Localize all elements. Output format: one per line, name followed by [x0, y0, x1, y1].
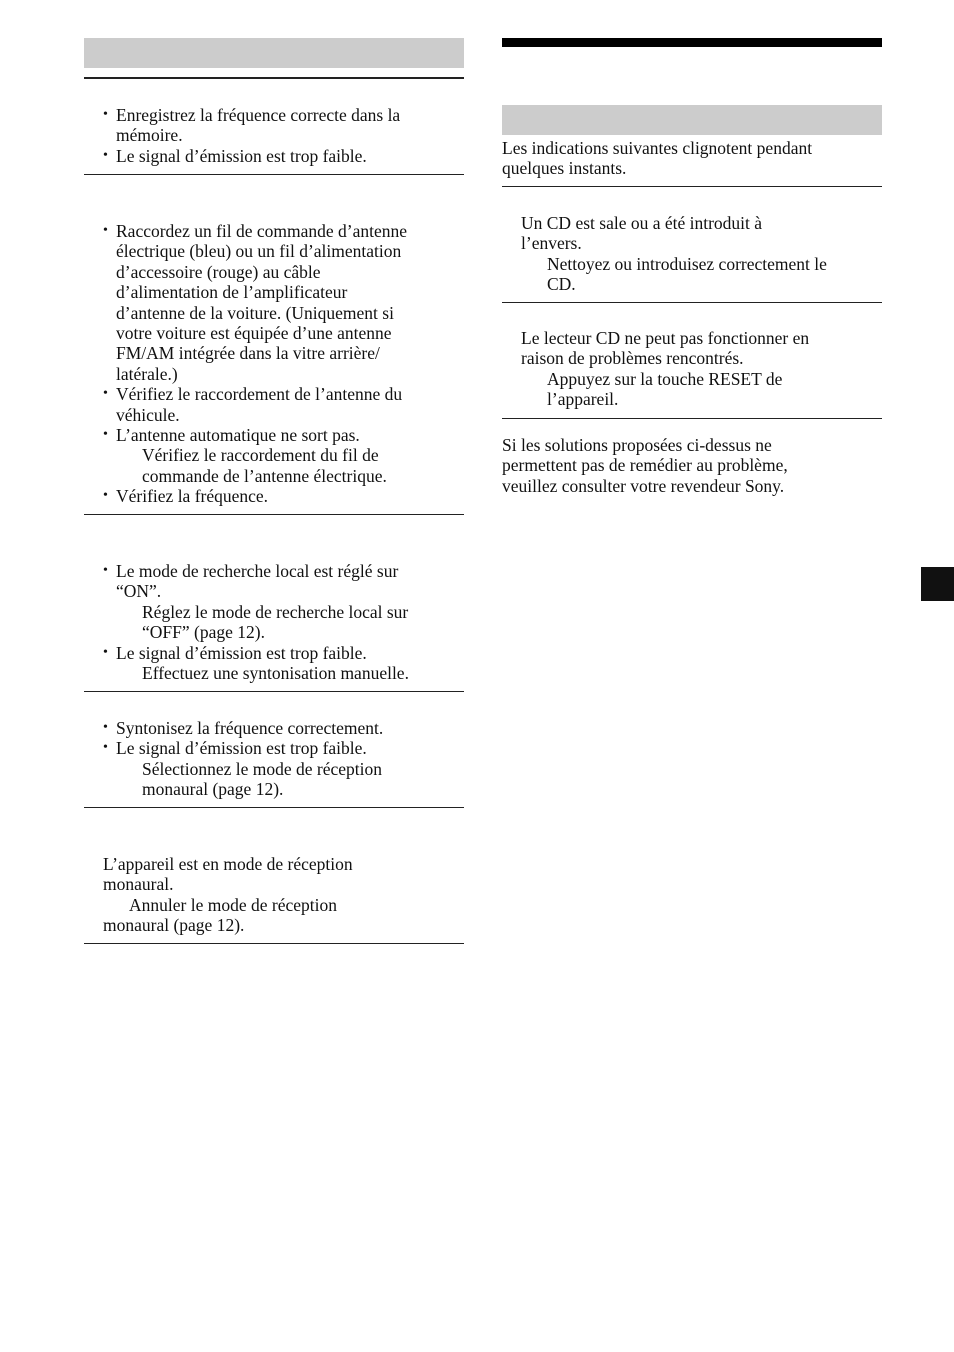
remedy-text: Réglez le mode de recherche local sur “OFF” (page 12). [142, 601, 409, 643]
divider [84, 943, 464, 944]
divider [84, 514, 464, 515]
right-error-1 [521, 213, 881, 295]
remedy-text: Annuler le mode de réception [129, 894, 337, 915]
right-error-2 [521, 328, 881, 410]
right-title-bar [502, 38, 882, 47]
left-heading-bar [84, 38, 464, 68]
list-item: • L’antenne automatique ne sort pas. [103, 425, 463, 445]
list-item: • Syntonisez la fréquence correctement. [103, 718, 463, 738]
intro-text: Les indications suivantes clignotent pendant quelques instants. [502, 138, 813, 179]
list-item: • Le signal d’émission est trop faible. [103, 146, 463, 166]
closing-text: Si les solutions proposées ci-dessus ne permettent pas de remédier au problème, veuillez consulter votre revendeur Sony. [502, 435, 788, 496]
list-item: • Raccordez un fil de commande d’antenne électrique (bleu) ou un fil d’alimentation d’accessoire (rouge) au câble d’alimentation de l’amplificateur d’antenne de la voiture. (Uniquement si votre voiture est équipée d’une antenne FM/AM intégrée dans la vitre arrière/ latérale.) [103, 221, 463, 384]
list-item: • Le signal d’émission est trop faible. [103, 643, 463, 663]
left-heading-rule [84, 77, 464, 79]
remedy-text: Appuyez sur la touche RESET de l’appareil. [547, 368, 783, 410]
remedy-text: Vérifiez le raccordement du fil de commande de l’antenne électrique. [142, 445, 387, 486]
divider [502, 186, 882, 187]
list-item: • Vérifiez la fréquence. [103, 486, 463, 506]
remedy-text: Sélectionnez le mode de réception monaural (page 12). [142, 758, 383, 800]
remedy-text-cont: monaural (page 12). [103, 915, 245, 936]
cause-text: L’appareil est en mode de réception monaural. [103, 854, 353, 895]
divider [84, 174, 464, 175]
left-section-1 [103, 105, 463, 166]
divider [502, 418, 882, 419]
left-section-5 [103, 854, 463, 936]
page-side-tab [921, 567, 954, 601]
left-section-2 [103, 221, 463, 507]
right-heading-bar [502, 105, 882, 135]
right-intro [502, 138, 882, 179]
cause-text: Le lecteur CD ne peut pas fonctionner en raison de problèmes rencontrés. [521, 328, 810, 369]
list-item: • Vérifiez le raccordement de l’antenne du véhicule. [103, 384, 463, 425]
list-item: • Le signal d’émission est trop faible. [103, 738, 463, 758]
left-section-3 [103, 561, 463, 683]
divider [84, 807, 464, 808]
divider [84, 691, 464, 692]
remedy-text: Effectuez une syntonisation manuelle. [142, 663, 409, 684]
list-item: • Enregistrez la fréquence correcte dans la mémoire. [103, 105, 463, 146]
divider [502, 302, 882, 303]
right-closing [502, 435, 882, 496]
remedy-text: Nettoyez ou introduisez correctement le CD. [547, 253, 827, 295]
left-section-4 [103, 718, 463, 800]
cause-text: Un CD est sale ou a été introduit à l’envers. [521, 213, 763, 254]
list-item: • Le mode de recherche local est réglé sur “ON”. [103, 561, 463, 602]
